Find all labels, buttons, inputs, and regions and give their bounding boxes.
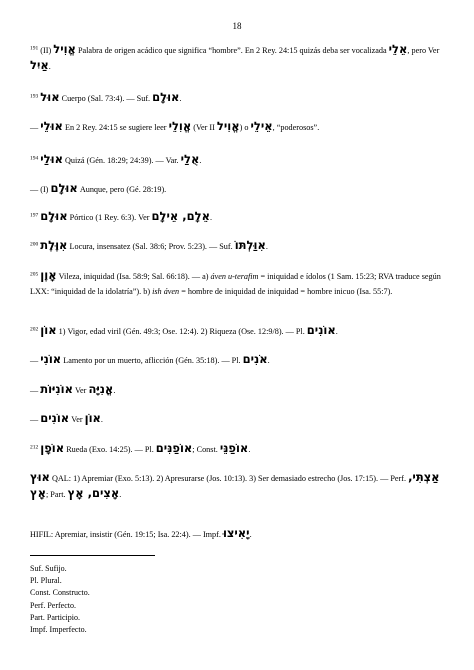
hebrew-term: אוֹנִים — [306, 323, 336, 337]
hebrew-term: אוֹפָן — [40, 441, 65, 455]
hebrew-term: אֱוִלֵי — [168, 119, 192, 133]
entry-text: En 2 Rey. 24:15 se sugiere leer — [62, 123, 169, 132]
footnote-divider — [30, 555, 155, 556]
entry-number: 212 — [30, 444, 39, 451]
hebrew-term: אֵילֵי — [250, 119, 273, 133]
hebrew-term: אוֹפַנִּים — [155, 441, 193, 455]
entry-text: Rueda (Exo. 14:25). — Pl. — [64, 445, 156, 454]
hebrew-term: אֵלֵי — [388, 42, 408, 56]
hebrew-term: אוֹן — [84, 411, 101, 425]
entry-number: 200 — [30, 241, 39, 248]
hebrew-term: אַצְתִּי, אָץ — [30, 470, 440, 500]
entry-text: . — [113, 386, 116, 395]
hebrew-term: אוּץ — [30, 470, 50, 484]
hebrew-term: אַיִל — [30, 58, 49, 72]
entry-number: 193 — [30, 93, 39, 100]
entry-text: = hombre de iniquidad de iniquidad = hombre inicuo (Isa. 55:7). — [179, 287, 393, 296]
hebrew-term: אֱוִיל — [53, 42, 76, 56]
hebrew-term: אוֹפַנֵּי — [219, 441, 249, 455]
lexicon-entry — [30, 238, 448, 254]
hebrew-term: אוּלָם — [40, 209, 68, 223]
lexicon-entry — [30, 441, 448, 457]
entry-text: ; Const. — [192, 445, 220, 454]
entry-text: . — [248, 445, 251, 454]
lexicon-entry — [30, 411, 448, 427]
entry-text: — — [30, 356, 41, 365]
abbreviation-item: Perf. Perfecto. — [30, 600, 76, 610]
lexicon-entry — [30, 268, 448, 299]
hebrew-term: יָאִיצוּ — [222, 526, 250, 540]
entry-text: . — [119, 490, 122, 499]
abbreviation-item: Const. Constructo. — [30, 588, 90, 598]
entry-text: — — [30, 123, 41, 132]
entry-text: 1) Vigor, edad viril (Gén. 49:3; Ose. 12:4). 2) Riqueza (Ose. 12:9/8). — Pl. — [56, 327, 307, 336]
hebrew-term: אִוֶּלֶת — [40, 238, 68, 252]
entry-text: Ver — [69, 415, 85, 424]
hebrew-term: אֵלָם, אֵילָם — [151, 209, 210, 223]
hebrew-term: אֳנִיָּה — [88, 382, 114, 396]
hebrew-term: אֹנִים — [242, 352, 268, 366]
hebrew-term: אוֹן — [40, 323, 57, 337]
entry-text: , “poderosos”. — [272, 123, 320, 132]
entry-text: . — [335, 327, 338, 336]
abbreviations-list — [30, 563, 90, 636]
hebrew-term: אָצִים, אָץ — [67, 486, 120, 500]
abbreviation-item: Suf. Sufijo. — [30, 564, 67, 573]
abbreviation-item: Part. Participio. — [30, 612, 80, 622]
entry-number: 205 — [30, 271, 39, 278]
transliteration: áven u-terafim — [210, 272, 259, 281]
entry-text: , pero Ver — [407, 46, 440, 55]
hebrew-term: אוֹנִיּוֹת — [40, 382, 73, 396]
hebrew-term: אָוֶן — [40, 268, 57, 282]
entry-text: . — [267, 356, 270, 365]
lexicon-entry — [30, 526, 448, 542]
entry-text: Palabra de origen acádico que significa “hombre”. En 2 Rey. 24:15 quizás deba ser vocalizada — [75, 46, 389, 55]
entry-text: Locura, insensatez (Sal. 38:6; Prov. 5:23). — Suf. — [67, 242, 235, 251]
abbreviation-item: Impf. Imperfecto. — [30, 625, 87, 635]
entry-text: . — [209, 213, 212, 222]
entry-text: QAL: 1) Apremiar (Exo. 5:13). 2) Apresurarse (Jos. 10:13). 3) Ser demasiado estrecho (Jos. 17:15). — Perf. — [49, 474, 409, 483]
hebrew-term: אֻלַי — [180, 152, 200, 166]
entry-text: — — [30, 415, 41, 424]
entry-number: 202 — [30, 326, 39, 333]
entry-text: Lamento por un muerto, aflicción (Gén. 35:18). — Pl. — [61, 356, 243, 365]
entry-text: Vileza, iniquidad (Isa. 58:9; Sal. 66:18). — a) — [56, 272, 211, 281]
entry-text: — — [30, 386, 41, 395]
lexicon-entry — [30, 119, 448, 135]
entry-text: Ver — [72, 386, 89, 395]
lexicon-entry — [30, 152, 448, 168]
entry-text: . — [179, 94, 182, 103]
lexicon-entry — [30, 323, 448, 339]
hebrew-term: אוּלָם — [50, 181, 78, 195]
entry-text: Pórtico (1 Rey. 6:3). Ver — [67, 213, 152, 222]
lexicon-entry — [30, 470, 448, 502]
hebrew-term: אוֹנִי — [40, 352, 62, 366]
entry-text: . — [249, 530, 252, 539]
lexicon-entry — [30, 181, 448, 197]
lexicon-entry — [30, 209, 448, 225]
hebrew-term: אוּל — [40, 90, 60, 104]
entry-text: — (I) — [30, 185, 51, 194]
entry-text: (II) — [38, 46, 54, 55]
entry-text: Cuerpo (Sal. 73:4). — Suf. — [59, 94, 153, 103]
entry-text: . — [48, 62, 51, 71]
entry-number: 194 — [30, 155, 39, 162]
lexicon-entry — [30, 42, 448, 74]
entry-text: . — [265, 242, 268, 251]
hebrew-term: אוֹנִים — [40, 411, 70, 425]
transliteration: ish áven — [152, 287, 180, 296]
lexicon-entry — [30, 352, 448, 368]
entry-text: HIFIL: Apremiar, insistir (Gén. 19:15; Isa. 22:4). — Impf. — [30, 530, 223, 539]
hebrew-term: אִוַּלְתּוֹ — [234, 238, 266, 252]
entry-text: Aunque, pero (Gé. 28:19). — [77, 185, 167, 194]
entry-text: . — [100, 415, 103, 424]
abbreviation-item: Pl. Plural. — [30, 576, 62, 586]
page-number: 18 — [232, 21, 242, 31]
hebrew-term: אוּלַי — [40, 152, 63, 166]
hebrew-term: אוּלָם — [152, 90, 180, 104]
entry-text: (Ver II — [191, 123, 217, 132]
entry-text: . — [199, 156, 202, 165]
entry-text: = iniquidad e ídolos (1 Sam. 15:23; RVA traduce según LXX: “iniquidad de la idolatría”). b) — [30, 272, 441, 296]
lexicon-entry — [30, 382, 448, 398]
entry-number: 191 — [30, 45, 39, 52]
hebrew-term: אֱוִיל — [216, 119, 240, 133]
hebrew-term: אוּלֵי — [40, 119, 63, 133]
entry-text: ) o — [239, 123, 251, 132]
entry-number: 197 — [30, 212, 39, 219]
entry-text: ; Part. — [45, 490, 68, 499]
lexicon-entry — [30, 90, 448, 106]
entry-text: Quizá (Gén. 18:29; 24:39). — Var. — [62, 156, 181, 165]
